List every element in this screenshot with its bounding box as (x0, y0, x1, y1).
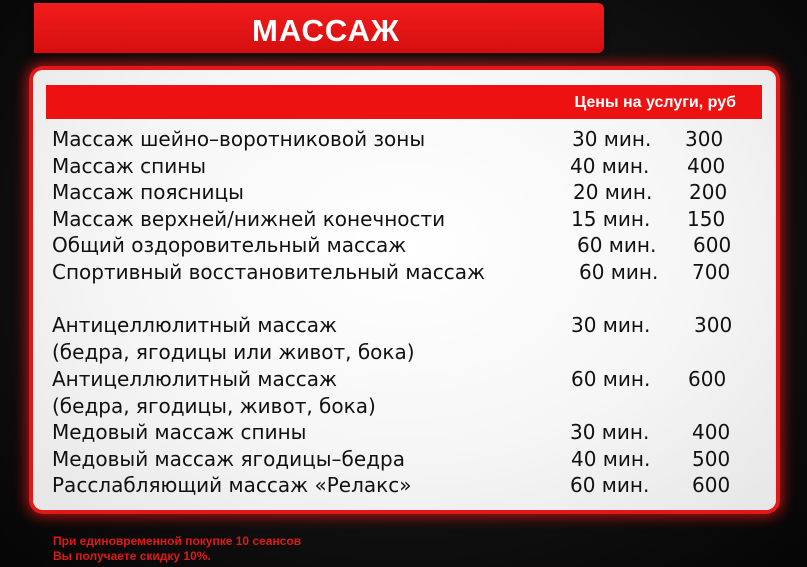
service-duration: 30 мин. (572, 127, 652, 151)
service-duration: 60 мин. (577, 233, 657, 257)
title-banner (34, 3, 604, 53)
service-row (0, 206, 807, 232)
service-price: 400 (687, 154, 726, 178)
service-row (0, 259, 807, 285)
service-note: (бедра, ягодицы или живот, бока) (52, 340, 415, 364)
service-duration: 40 мин. (571, 447, 651, 471)
service-price: 300 (694, 313, 733, 337)
service-row (0, 312, 807, 338)
service-row (0, 419, 807, 445)
service-row (0, 179, 807, 205)
service-note-row (0, 393, 807, 419)
service-price: 600 (688, 367, 727, 391)
discount-note-line-1: При единовременной покупке 10 сеансов (53, 534, 302, 548)
service-row (0, 126, 807, 152)
service-duration: 30 мин. (571, 313, 651, 337)
service-duration: 40 мин. (570, 154, 650, 178)
service-duration: 60 мин. (571, 367, 651, 391)
service-duration: 30 мин. (570, 420, 650, 444)
service-name: Общий оздоровительный массаж (52, 233, 407, 257)
service-name: Массаж поясницы (52, 180, 244, 204)
service-row (0, 472, 807, 498)
service-price: 150 (687, 207, 726, 231)
service-price: 500 (692, 447, 731, 471)
service-price: 200 (689, 180, 728, 204)
service-price: 600 (693, 233, 732, 257)
service-row (0, 232, 807, 258)
service-duration: 60 мин. (570, 473, 650, 497)
service-name: Расслабляющий массаж «Релакс» (52, 473, 412, 497)
discount-note-line-2: Вы получаете скидку 10%. (53, 549, 211, 563)
service-note-row (0, 339, 807, 365)
service-price: 400 (692, 420, 731, 444)
price-header-label: Цены на услуги, руб (574, 94, 736, 111)
service-duration: 60 мин. (579, 260, 659, 284)
service-name: Медовый массаж ягодицы–бедра (52, 447, 405, 471)
service-name: Спортивный восстановительный массаж (52, 260, 486, 284)
service-name: Массаж шейно–воротниковой зоны (52, 127, 426, 151)
service-row (0, 366, 807, 392)
discount-note (53, 534, 301, 564)
service-note: (бедра, ягодицы, живот, бока) (52, 394, 376, 418)
service-duration: 15 мин. (571, 207, 651, 231)
service-price: 700 (692, 260, 731, 284)
service-row (0, 446, 807, 472)
page-title: МАССАЖ (252, 13, 400, 48)
service-name: Массаж спины (52, 154, 207, 178)
service-price: 600 (692, 473, 731, 497)
service-row (0, 153, 807, 179)
service-price: 300 (685, 127, 724, 151)
price-header (46, 85, 762, 119)
service-duration: 20 мин. (573, 180, 653, 204)
service-name: Медовый массаж спины (52, 420, 307, 444)
service-name: Массаж верхней/нижней конечности (52, 207, 446, 231)
service-name: Антицеллюлитный массаж (52, 367, 337, 391)
service-name: Антицеллюлитный массаж (52, 313, 337, 337)
